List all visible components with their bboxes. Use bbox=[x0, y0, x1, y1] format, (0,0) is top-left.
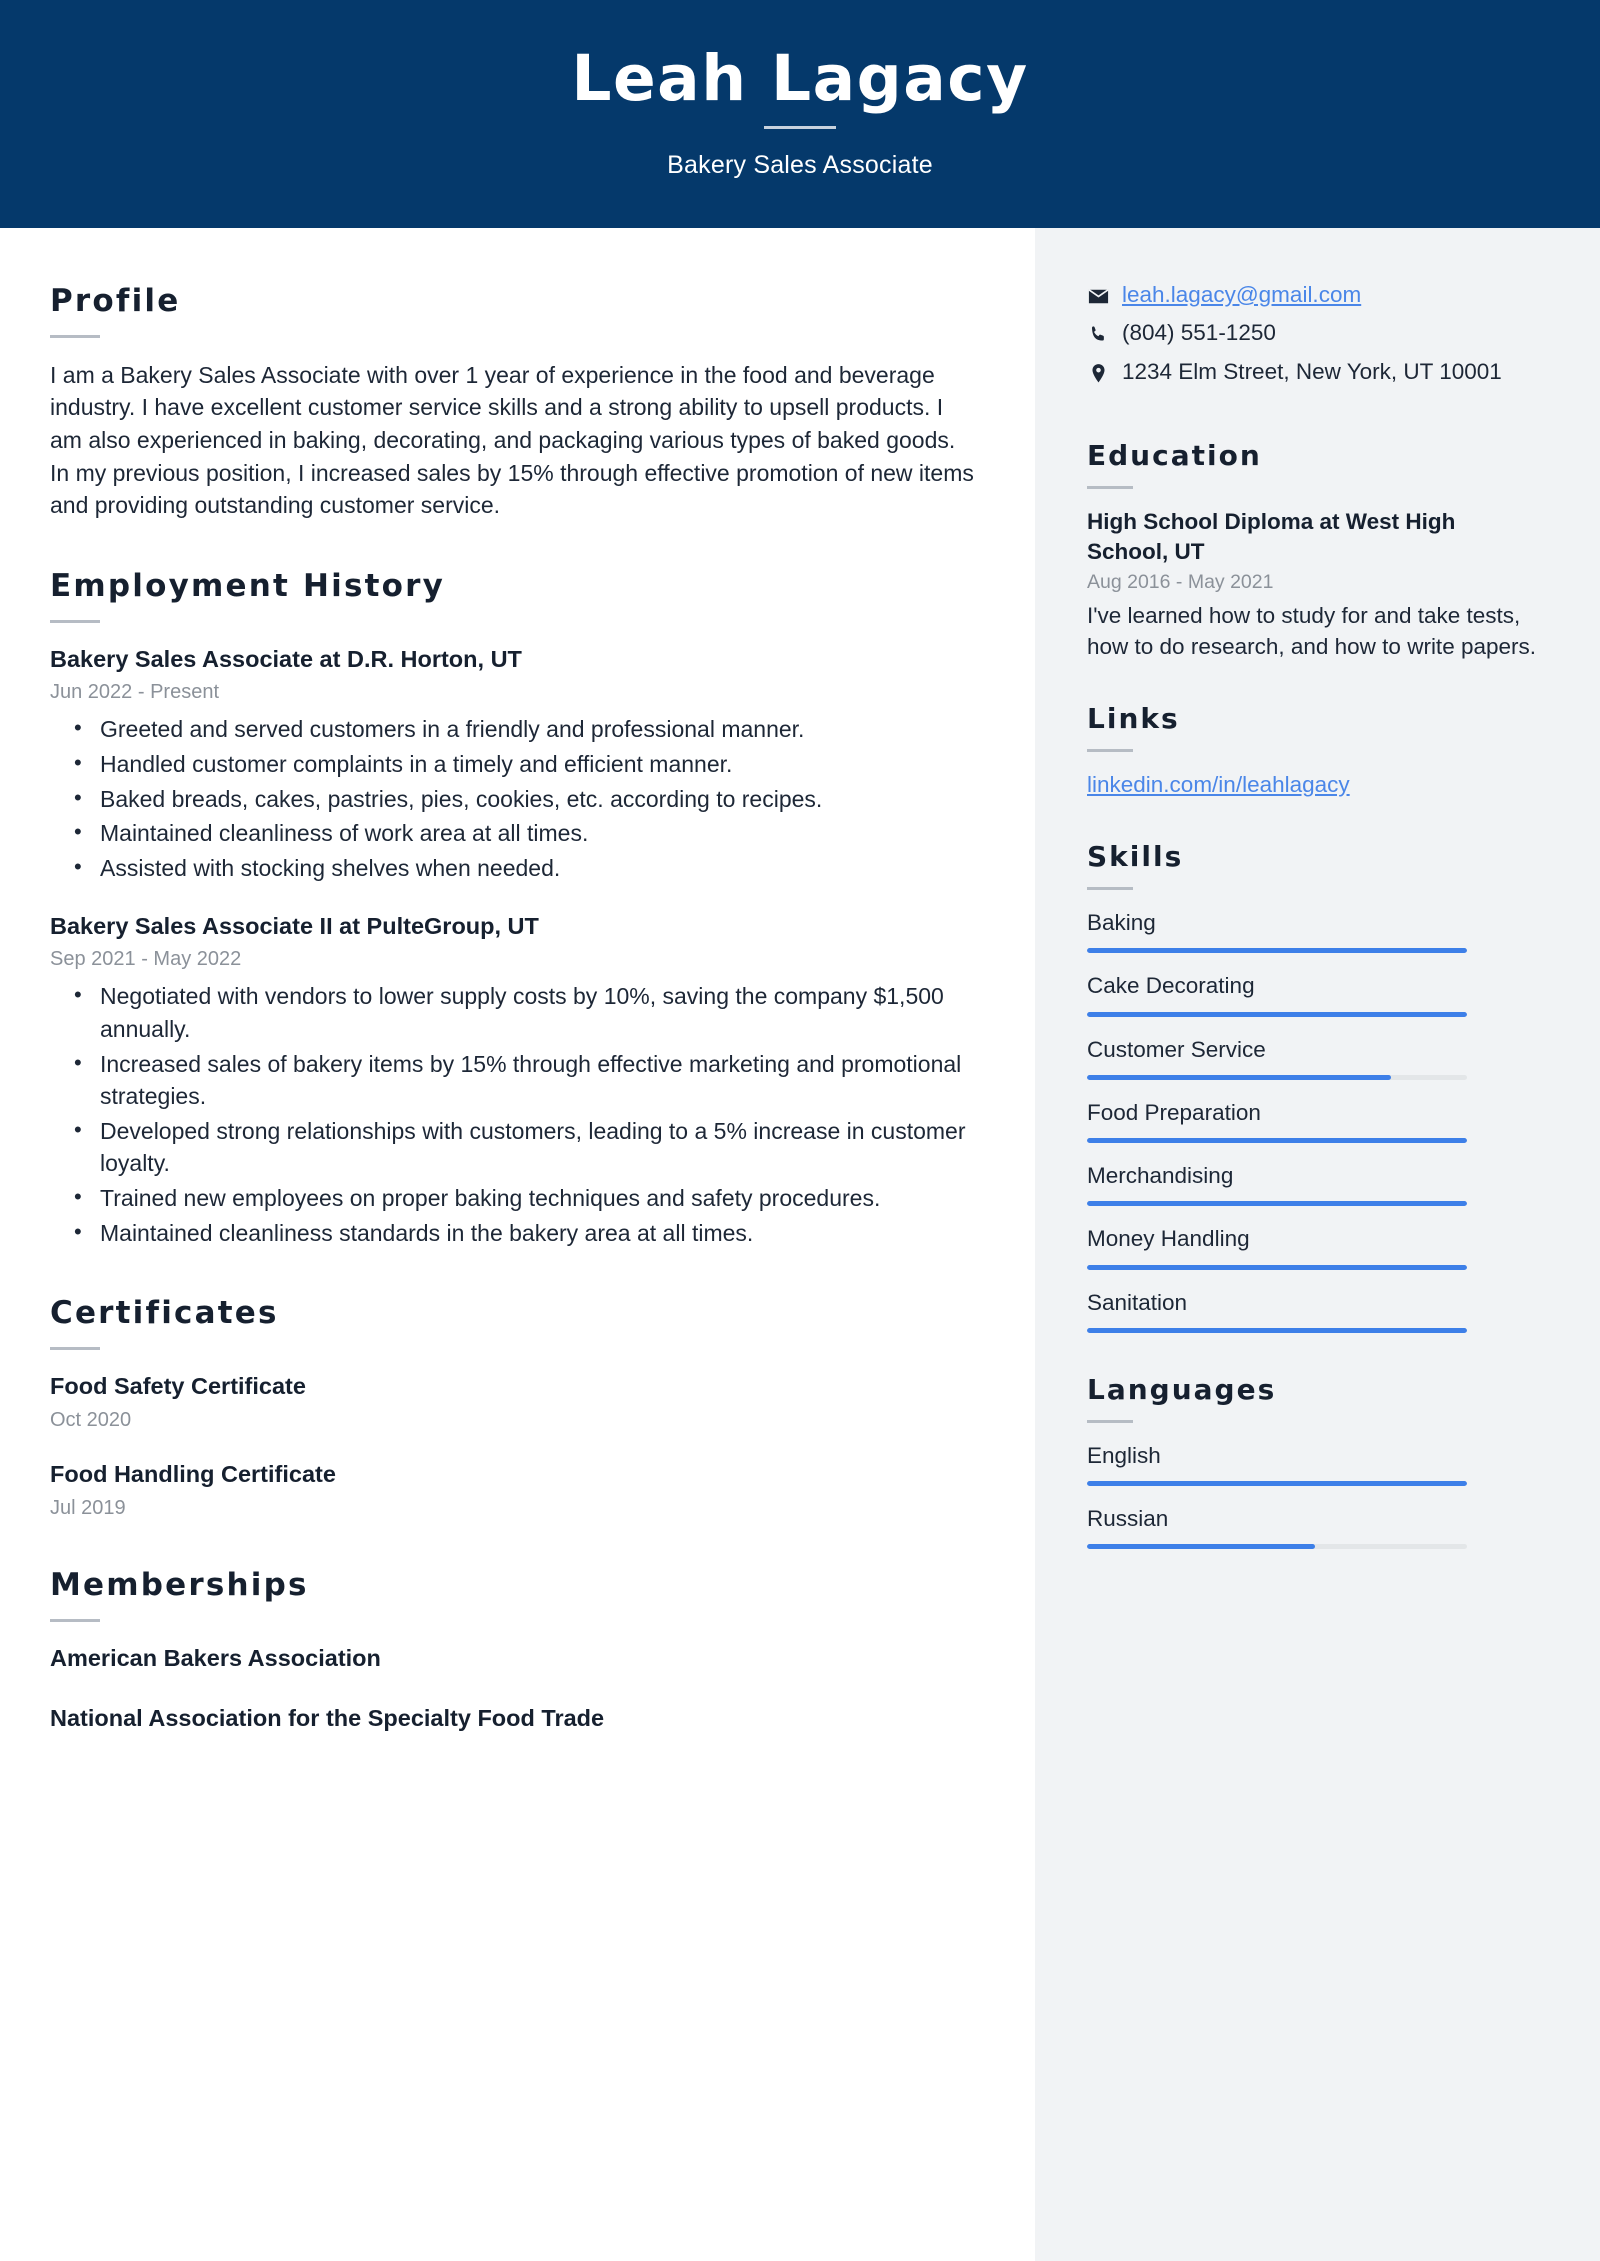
skill-item bbox=[1087, 1288, 1538, 1333]
employment-entry bbox=[50, 644, 975, 885]
section-heading-profile: Profile bbox=[50, 282, 181, 319]
section-divider bbox=[50, 620, 100, 623]
job-bullet: • Baked breads, cakes, pastries, pies, cookies, etc. according to recipes. bbox=[98, 783, 975, 816]
job-bullet: • Greeted and served customers in a friendly and professional manner. bbox=[98, 713, 975, 746]
sidebar-column bbox=[1035, 228, 1600, 2261]
skill-item bbox=[1087, 971, 1538, 1016]
skill-bar-fill bbox=[1087, 1075, 1391, 1080]
section-heading-languages: Languages bbox=[1087, 1372, 1277, 1406]
skill-label: Cake Decorating bbox=[1087, 973, 1255, 999]
language-bar-fill bbox=[1087, 1481, 1467, 1486]
skill-bar-track bbox=[1087, 1012, 1467, 1017]
certificate-date: Jul 2019 bbox=[50, 1496, 126, 1519]
section-links bbox=[1087, 702, 1538, 800]
certificate-date: Oct 2020 bbox=[50, 1409, 132, 1431]
address-text: 1234 Elm Street, New York, UT 10001 bbox=[1122, 359, 1502, 385]
certificate-title: Food Safety Certificate bbox=[50, 1373, 306, 1400]
skill-bar-track bbox=[1087, 1075, 1467, 1080]
job-date: Sep 2021 - May 2022 bbox=[50, 948, 242, 971]
job-title: Bakery Sales Associate II at PulteGroup, UT bbox=[50, 912, 539, 939]
job-bullet: • Handled customer complaints in a timely and efficient manner. bbox=[98, 748, 975, 781]
section-heading-education: Education bbox=[1087, 439, 1262, 473]
skill-label: Customer Service bbox=[1087, 1036, 1266, 1062]
section-certificates bbox=[50, 1295, 975, 1520]
skill-bar-fill bbox=[1087, 1328, 1467, 1333]
section-divider bbox=[1087, 887, 1133, 890]
education-date: Aug 2016 - May 2021 bbox=[1087, 570, 1274, 593]
section-profile bbox=[50, 283, 975, 522]
section-heading-memberships: Memberships bbox=[50, 1566, 309, 1603]
language-item bbox=[1087, 1441, 1538, 1486]
skill-label: Food Preparation bbox=[1087, 1099, 1261, 1125]
section-employment-history bbox=[50, 568, 975, 1250]
envelope-icon bbox=[1087, 280, 1117, 308]
location-pin-icon bbox=[1087, 357, 1117, 385]
section-divider bbox=[1087, 486, 1133, 489]
section-divider bbox=[1087, 1420, 1133, 1423]
language-label: English bbox=[1087, 1442, 1161, 1468]
header-job-title: Bakery Sales Associate bbox=[667, 150, 933, 179]
resume-body bbox=[0, 228, 1600, 2261]
job-bullet: • Maintained cleanliness standards in the bakery area at all times. bbox=[98, 1217, 975, 1250]
skill-bar-track bbox=[1087, 1201, 1467, 1206]
education-description: I've learned how to study for and take tests, how to do research, and how to write papers. bbox=[1087, 602, 1537, 659]
phone-number: (804) 551-1250 bbox=[1122, 320, 1276, 346]
membership-item: National Association for the Specialty Food Trade bbox=[50, 1705, 605, 1732]
job-bullet: • Negotiated with vendors to lower supply costs by 10%, saving the company $1,500 annually. bbox=[98, 980, 975, 1045]
skill-item bbox=[1087, 1035, 1538, 1080]
skill-label: Money Handling bbox=[1087, 1226, 1250, 1252]
contact-row-email bbox=[1087, 280, 1538, 310]
contact-block bbox=[1087, 280, 1538, 388]
skill-item bbox=[1087, 1161, 1538, 1206]
contact-row-phone bbox=[1087, 318, 1538, 348]
skill-bar-fill bbox=[1087, 1201, 1467, 1206]
certificate-title: Food Handling Certificate bbox=[50, 1461, 336, 1487]
section-divider bbox=[50, 1619, 100, 1622]
skill-bar-track bbox=[1087, 1138, 1467, 1143]
language-bar-track bbox=[1087, 1544, 1467, 1549]
skill-item bbox=[1087, 908, 1538, 953]
section-memberships bbox=[50, 1567, 975, 1734]
job-bullets bbox=[50, 980, 975, 1249]
section-divider bbox=[50, 335, 100, 338]
section-skills bbox=[1087, 840, 1538, 1333]
main-column bbox=[0, 228, 1035, 2261]
skill-item bbox=[1087, 1098, 1538, 1143]
skill-bar-track bbox=[1087, 1328, 1467, 1333]
job-bullet: • Trained new employees on proper baking techniques and safety procedures. bbox=[98, 1182, 975, 1215]
name-divider bbox=[764, 126, 836, 129]
section-divider bbox=[50, 1347, 100, 1350]
job-bullets bbox=[50, 713, 975, 884]
job-bullet: • Developed strong relationships with customers, leading to a 5% increase in customer loyalty. bbox=[98, 1115, 975, 1180]
section-languages bbox=[1087, 1373, 1538, 1550]
skill-bar-fill bbox=[1087, 1138, 1467, 1143]
skill-label: Sanitation bbox=[1087, 1289, 1188, 1315]
job-date: Jun 2022 - Present bbox=[50, 681, 219, 704]
job-bullet: • Increased sales of bakery items by 15% through effective marketing and promotional strategies. bbox=[98, 1048, 975, 1113]
skill-label: Baking bbox=[1087, 910, 1156, 936]
skill-bar-track bbox=[1087, 948, 1467, 953]
language-label: Russian bbox=[1087, 1506, 1169, 1532]
section-heading-certificates: Certificates bbox=[50, 1295, 279, 1332]
skill-bar-fill bbox=[1087, 1265, 1467, 1270]
membership-item: American Bakers Association bbox=[50, 1644, 381, 1671]
linkedin-link[interactable]: linkedin.com/in/leahlagacy bbox=[1087, 771, 1350, 797]
phone-icon bbox=[1087, 318, 1117, 346]
section-divider bbox=[1087, 749, 1133, 752]
section-heading-employment: Employment History bbox=[50, 567, 446, 604]
email-link[interactable]: leah.lagacy@gmail.com bbox=[1122, 281, 1362, 307]
certificate-entry bbox=[50, 1459, 975, 1521]
skill-bar-fill bbox=[1087, 948, 1467, 953]
skill-label: Merchandising bbox=[1087, 1163, 1234, 1189]
language-item bbox=[1087, 1504, 1538, 1549]
job-bullet: • Maintained cleanliness of work area at all times. bbox=[98, 817, 975, 850]
language-bar-fill bbox=[1087, 1544, 1315, 1549]
page-title: Leah Lagacy bbox=[571, 42, 1029, 115]
job-title: Bakery Sales Associate at D.R. Horton, UT bbox=[50, 645, 522, 672]
resume-header bbox=[0, 0, 1600, 228]
job-bullet: • Assisted with stocking shelves when needed. bbox=[98, 852, 975, 885]
contact-row-address bbox=[1087, 357, 1538, 387]
section-heading-links: Links bbox=[1087, 701, 1180, 735]
skill-item bbox=[1087, 1224, 1538, 1269]
education-title: High School Diploma at West High School, UT bbox=[1087, 509, 1456, 564]
skill-bar-track bbox=[1087, 1265, 1467, 1270]
profile-text: I am a Bakery Sales Associate with over 1 year of experience in the food and beverage industry. I have excellent customer service skills and a strong ability to upsell products. I am also experienced in baking, decorating, and packaging various types of baked goods. In my previous position, I increased sales by 15% through effective promotion of new items and providing outstanding customer service. bbox=[50, 361, 974, 519]
employment-entry bbox=[50, 911, 975, 1250]
education-entry bbox=[1087, 507, 1538, 661]
skill-bar-fill bbox=[1087, 1012, 1467, 1017]
section-education bbox=[1087, 439, 1538, 661]
certificate-entry bbox=[50, 1371, 975, 1433]
language-bar-track bbox=[1087, 1481, 1467, 1486]
section-heading-skills: Skills bbox=[1087, 840, 1184, 874]
